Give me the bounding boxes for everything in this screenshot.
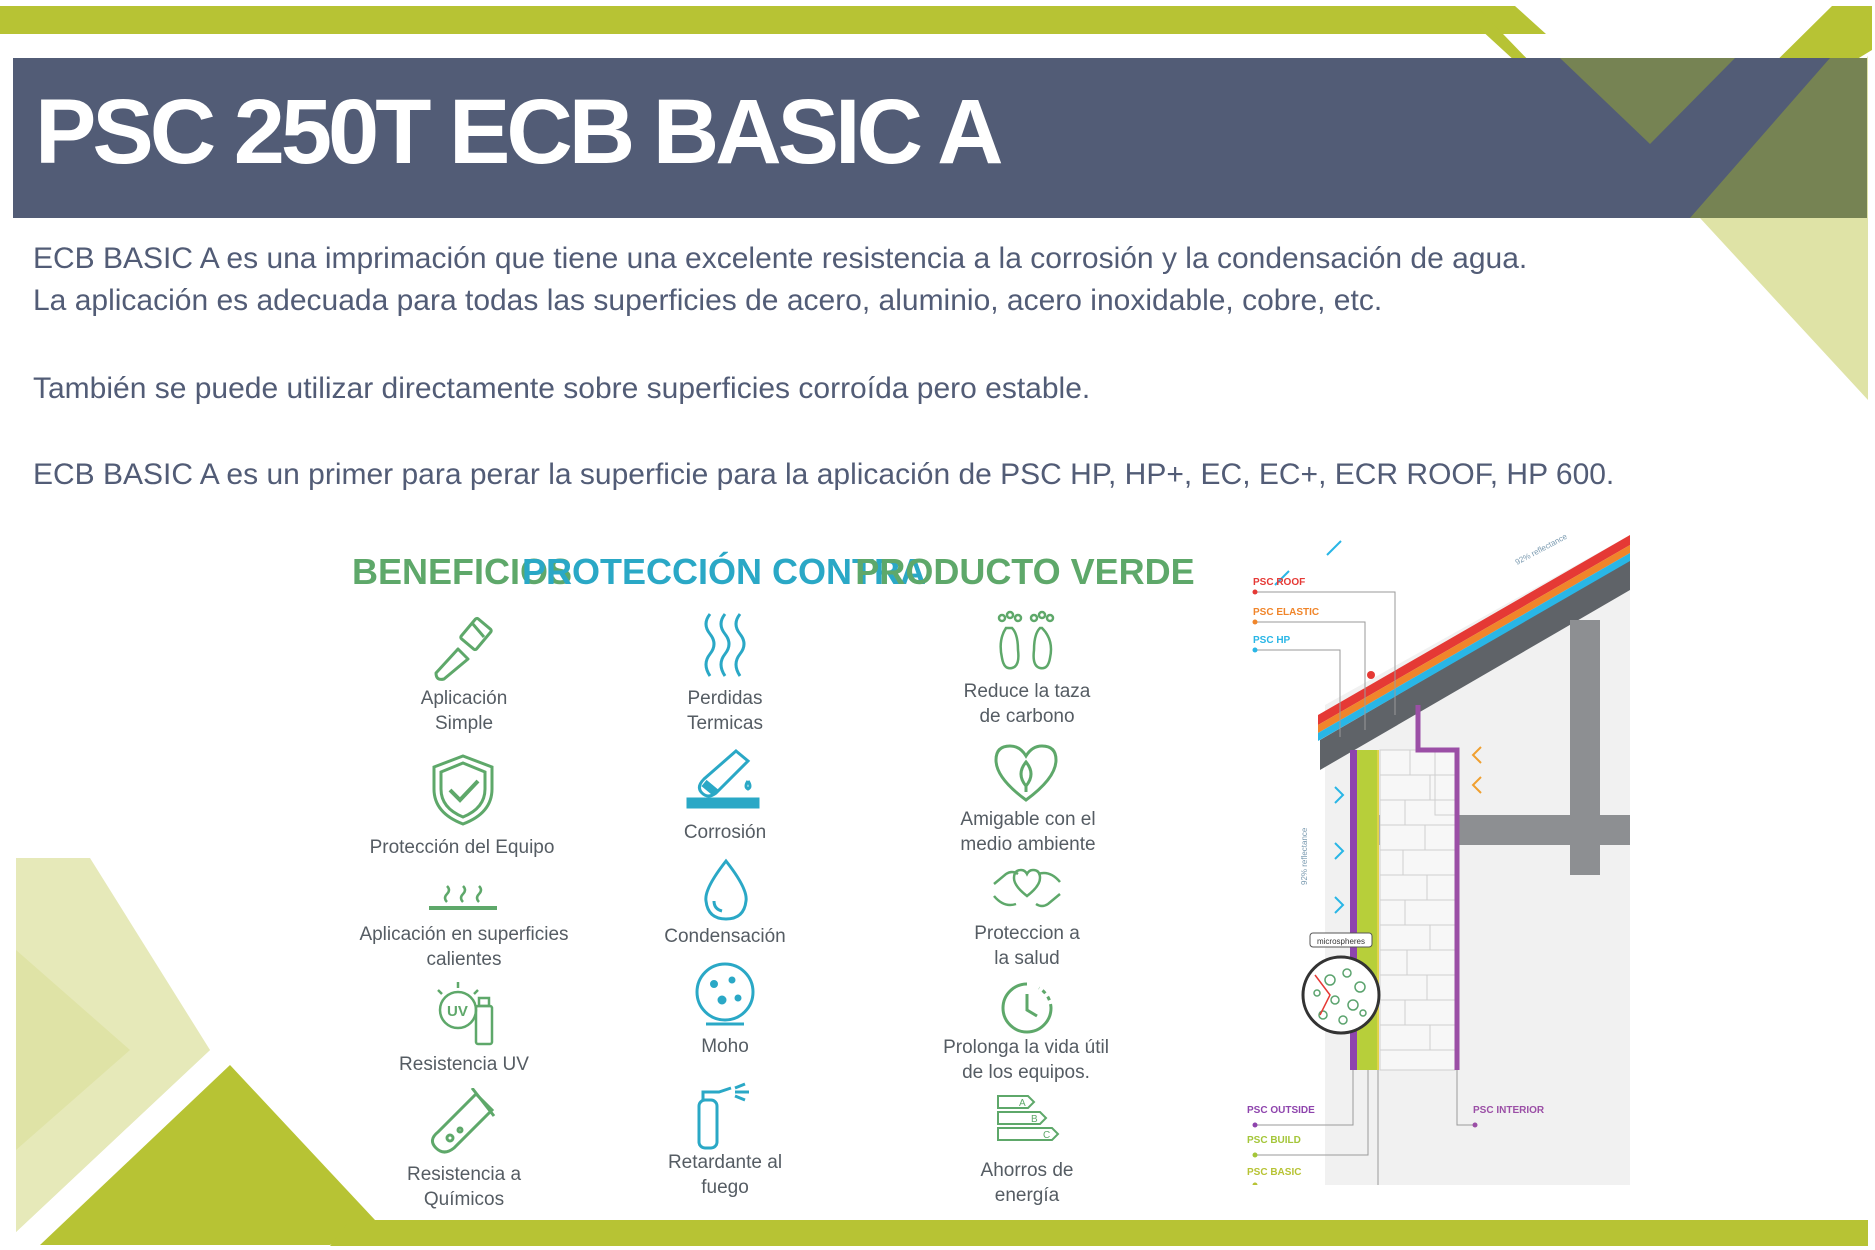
fire-extinguisher-icon: [695, 1082, 755, 1152]
item-label-proteccion-salud: Proteccion a la salud: [974, 923, 1080, 969]
item-label-retardante-fuego: Retardante al fuego: [667, 1152, 783, 1198]
svg-text:UV: UV: [447, 1003, 468, 1020]
item-label-perdidas-termicas: Perdidas Termicas: [686, 688, 764, 734]
water-drop-icon: [700, 857, 752, 923]
column-title-verde: PRODUCTO VERDE: [855, 551, 1195, 592]
uv-sun-icon: [432, 978, 496, 1048]
bottom-green-stripe: [330, 1220, 1868, 1246]
energy-rating-icon: [994, 1092, 1064, 1148]
item-label-resistencia-uv: Resistencia UV: [399, 1054, 529, 1075]
clock-icon: [999, 980, 1055, 1036]
hands-heart-icon: [990, 860, 1064, 918]
svg-text:B: B: [1031, 1114, 1038, 1125]
shield-check-icon: [430, 753, 496, 827]
heat-waves-icon: [700, 610, 750, 680]
item-label-condensacion: Condensación: [664, 926, 786, 947]
roof-marker-dot: [1367, 671, 1375, 679]
item-label-medio-ambiente: Amigable con el medio ambiente: [960, 809, 1096, 855]
item-label-ahorros-energia: Ahorros de energía: [980, 1160, 1074, 1206]
column-title-proteccion: PROTECCIÓN CONTRA: [522, 551, 926, 592]
label-psc-roof: PSC ROOF: [1253, 577, 1306, 588]
house-coating-diagram: [1235, 525, 1645, 1185]
brick-wall: [1380, 750, 1455, 1070]
label-psc-interior: PSC INTERIOR: [1473, 1105, 1545, 1116]
test-tube-icon: [428, 1088, 500, 1160]
microspheres-label: microspheres: [1316, 937, 1366, 946]
label-psc-build: PSC BUILD: [1247, 1135, 1301, 1146]
item-label-vida-util: Prolonga la vida útil de los equipos.: [943, 1037, 1109, 1083]
item-label-taza-carbono: Reduce la taza de carbono: [963, 681, 1091, 727]
mold-icon: [692, 962, 758, 1028]
svg-text:A: A: [1019, 1098, 1026, 1109]
svg-text:C: C: [1043, 1130, 1051, 1141]
corrosion-tube-icon: [686, 747, 766, 811]
footprints-icon: [992, 610, 1060, 674]
intro-line-4: ECB BASIC A es un primer para perar la superficie para la aplicación de PSC HP, HP+, EC, EC+, ECR ROOF, HP 600.: [33, 458, 1615, 491]
wall-reflectance-label: 92% reflectance: [1300, 827, 1309, 885]
item-label-superficies-calientes: Aplicación en superficies calientes: [359, 924, 569, 970]
hot-surface-icon: [427, 882, 499, 912]
roof-reflectance-label: 92% reflectance: [1513, 531, 1569, 567]
label-psc-outside: PSC OUTSIDE: [1247, 1105, 1315, 1116]
intro-line-1: ECB BASIC A es una imprimación que tiene una excelente resistencia a la corrosión y la condensación de agua.: [33, 242, 1528, 275]
intro-line-2: La aplicación es adecuada para todas las superficies de acero, aluminio, acero inoxidable, cobre, etc.: [33, 284, 1383, 317]
item-label-corrosion: Corrosión: [683, 822, 767, 843]
heart-leaf-icon: [992, 742, 1060, 804]
label-psc-basic: PSC BASIC: [1247, 1167, 1302, 1178]
label-psc-elastic: PSC ELASTIC: [1253, 607, 1320, 618]
item-label-resistencia-quimicos: Resistencia a Químicos: [406, 1164, 522, 1210]
column-title-beneficios: BENEFICIOS: [351, 551, 573, 592]
intro-line-3: También se puede utilizar directamente sobre superficies corroída pero estable.: [33, 372, 1091, 405]
item-label-aplicacion-simple: Aplicación Simple: [420, 688, 508, 734]
item-label-moho: Moho: [701, 1036, 749, 1057]
page-title: PSC 250T ECB BASIC A: [35, 81, 1000, 183]
paint-brush-icon: [428, 615, 498, 685]
item-label-proteccion-equipo: Protección del Equipo: [369, 837, 555, 858]
label-psc-hp: PSC HP: [1253, 635, 1291, 646]
